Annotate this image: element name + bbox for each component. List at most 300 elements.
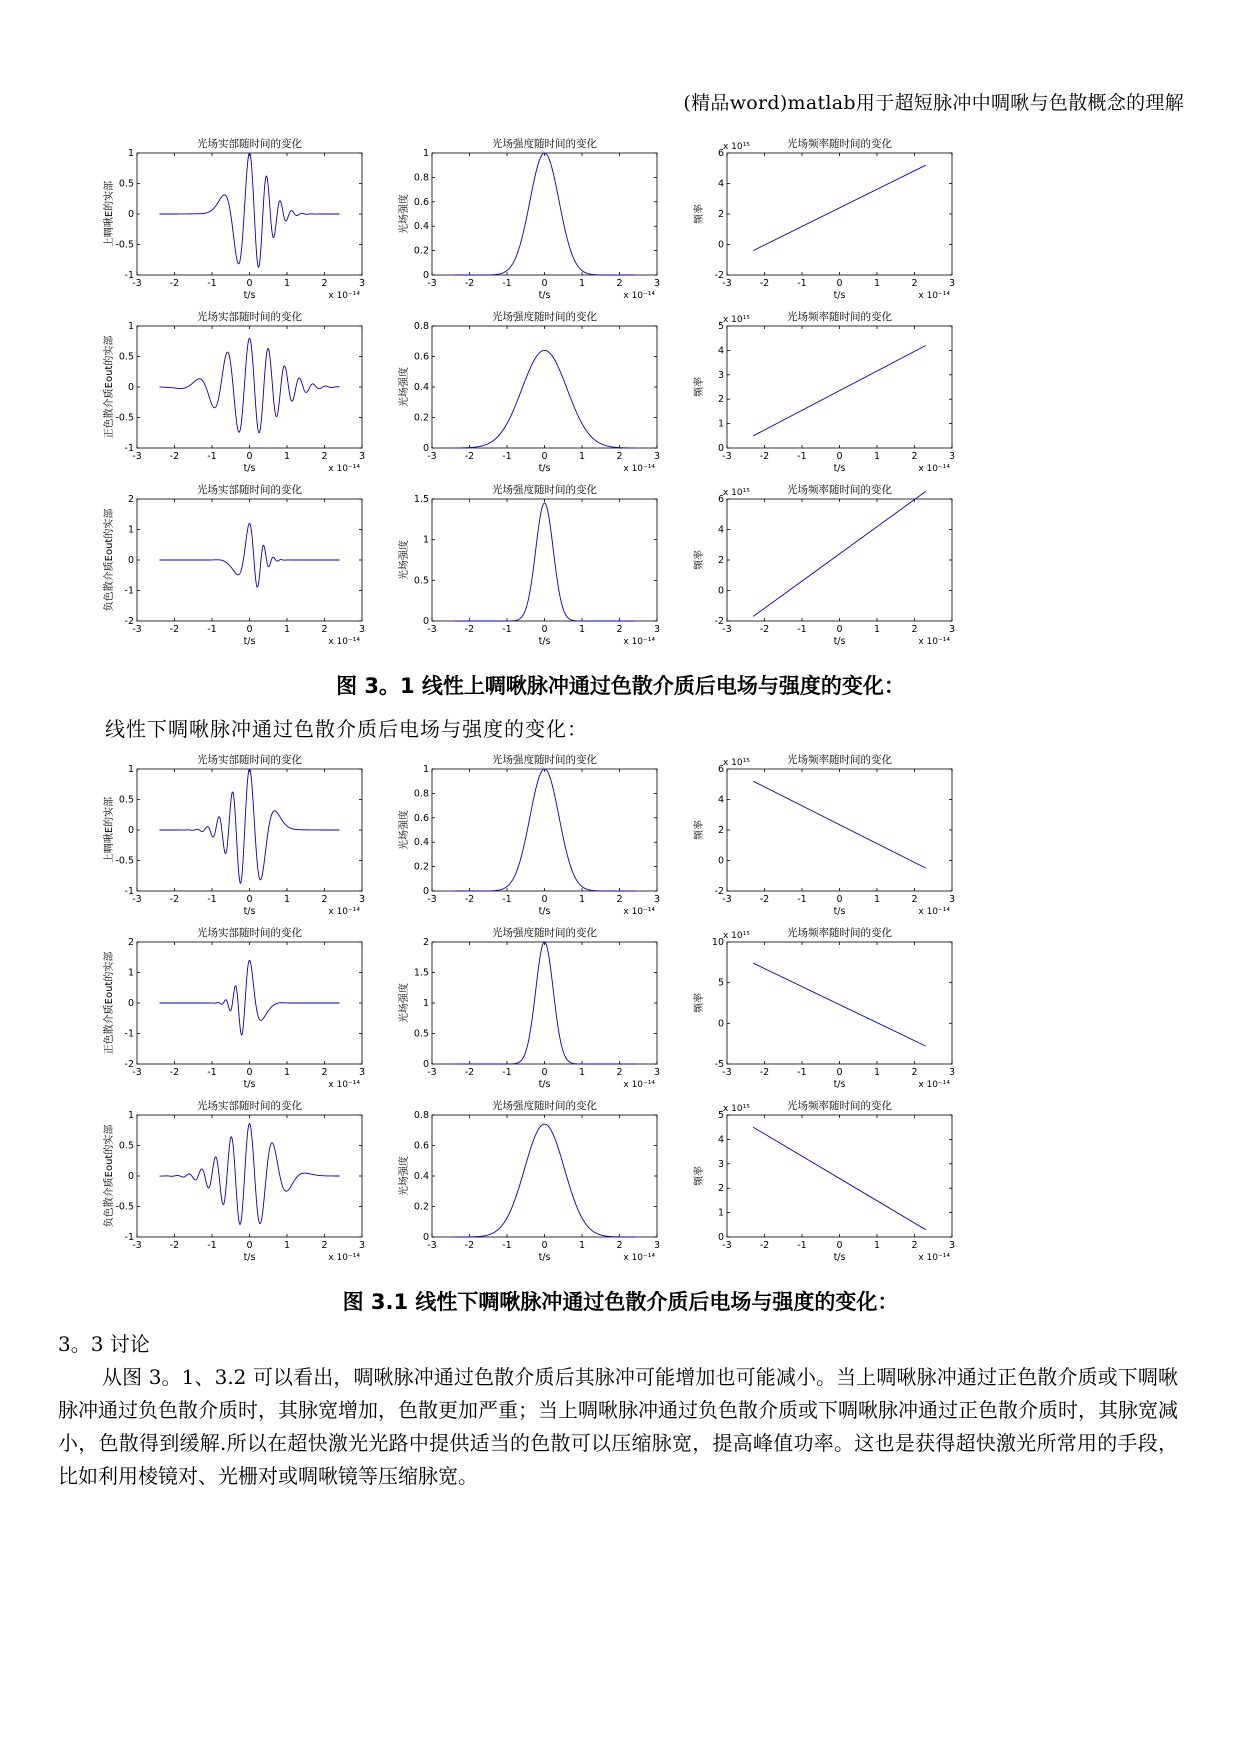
y-tick-label: 0.2 <box>413 412 429 424</box>
x-tick-label: -3 <box>722 1067 732 1078</box>
series-line <box>160 960 340 1035</box>
y-tick-label: 0.4 <box>413 382 429 393</box>
y-tick-label: 0 <box>127 555 134 566</box>
x-tick-label: 1 <box>873 451 881 462</box>
x-scale-label: x 10⁻¹⁴ <box>918 907 950 917</box>
x-tick-label: -1 <box>502 624 512 635</box>
x-tick-label: -3 <box>427 1240 437 1251</box>
fig1-row1-freq-panel <box>690 125 970 305</box>
series-line <box>753 491 926 616</box>
x-tick-label: 3 <box>948 624 956 635</box>
x-tick-label: 3 <box>653 1067 661 1078</box>
y-tick-label: 0 <box>127 382 134 393</box>
plot-title: 光场实部随时间的变化 <box>197 754 302 766</box>
y-tick-label: 1 <box>422 998 429 1009</box>
y-tick-label: -0.5 <box>115 1201 134 1213</box>
x-tick-label: 0 <box>541 278 548 289</box>
x-tick-label: -1 <box>207 1067 217 1078</box>
x-tick-label: 1 <box>873 1240 881 1251</box>
plot-frame <box>727 153 952 275</box>
x-tick-label: -2 <box>759 451 770 462</box>
series-line <box>753 346 926 436</box>
x-tick-label: -3 <box>722 278 732 289</box>
x-axis-label: t/s <box>538 636 551 647</box>
series-line <box>455 350 635 448</box>
y-tick-label: 10 <box>711 937 724 948</box>
fig1-row2-field-panel <box>100 298 380 478</box>
y-tick-label: 0 <box>717 1232 724 1243</box>
plot-frame <box>727 499 952 621</box>
x-tick-label: 0 <box>246 624 253 635</box>
x-tick-label: 1 <box>578 1067 586 1078</box>
fig1-row2-intensity-panel <box>395 298 675 478</box>
x-scale-label: x 10⁻¹⁴ <box>328 1080 360 1090</box>
plot-title: 光场实部随时间的变化 <box>197 927 302 939</box>
y-axis-label: 负色散介质Eout的实部 <box>104 1124 115 1228</box>
x-tick-label: -2 <box>464 624 475 635</box>
x-tick-label: -1 <box>797 894 807 905</box>
plot-frame <box>432 1115 657 1237</box>
x-tick-label: 1 <box>578 624 586 635</box>
plot-title: 光场频率随时间的变化 <box>787 138 892 150</box>
x-tick-label: 3 <box>948 1240 956 1251</box>
y-tick-label: 0 <box>422 443 429 454</box>
fig1-row1-field-panel <box>100 125 380 305</box>
fig2-row3-field-chart <box>100 1087 380 1267</box>
x-tick-label: 2 <box>321 451 328 462</box>
plot-title: 光场强度随时间的变化 <box>492 138 597 150</box>
fig2-row2-field-chart <box>100 914 380 1094</box>
x-tick-label: 0 <box>246 1067 253 1078</box>
y-tick-label: 0 <box>422 1059 429 1070</box>
x-tick-label: 2 <box>911 451 918 462</box>
y-axis-label: 光场强度 <box>399 367 410 407</box>
x-tick-label: 3 <box>653 624 661 635</box>
x-tick-label: 2 <box>321 278 328 289</box>
y-tick-label: 0 <box>422 1232 429 1243</box>
fig1-row3-freq-chart <box>690 471 970 651</box>
x-tick-label: 0 <box>246 278 253 289</box>
x-tick-label: -1 <box>207 894 217 905</box>
y-axis-label: 上啁啾E的实部 <box>104 796 115 864</box>
x-tick-label: -3 <box>132 894 142 905</box>
x-tick-label: 3 <box>358 1240 366 1251</box>
y-tick-label: 0 <box>127 825 134 836</box>
plot-title: 光场强度随时间的变化 <box>492 754 597 766</box>
fig2-row2-field-panel <box>100 914 380 1094</box>
x-scale-label: x 10⁻¹⁴ <box>918 1253 950 1263</box>
y-tick-label: 0.5 <box>118 794 134 806</box>
x-tick-label: 2 <box>911 624 918 635</box>
x-scale-label: x 10⁻¹⁴ <box>623 1253 655 1263</box>
y-tick-label: 0.5 <box>413 1028 429 1040</box>
x-scale-label: x 10⁻¹⁴ <box>328 637 360 647</box>
x-tick-label: 0 <box>541 894 548 905</box>
x-tick-label: 0 <box>836 1240 843 1251</box>
y-tick-label: -2 <box>714 616 724 627</box>
x-tick-label: 1 <box>578 278 586 289</box>
x-tick-label: 1 <box>578 894 586 905</box>
x-tick-label: -2 <box>759 1240 770 1251</box>
y-tick-label: 6 <box>717 494 724 505</box>
plot-frame <box>432 153 657 275</box>
y-tick-label: -2 <box>124 616 134 627</box>
y-tick-label: -2 <box>124 1059 134 1070</box>
y-tick-label: 1 <box>127 1110 134 1121</box>
y-tick-label: 0 <box>127 998 134 1009</box>
x-tick-label: -1 <box>502 1240 512 1251</box>
x-tick-label: 1 <box>283 894 291 905</box>
x-tick-label: -3 <box>722 894 732 905</box>
x-tick-label: 1 <box>578 1240 586 1251</box>
x-tick-label: 3 <box>653 451 661 462</box>
x-tick-label: -3 <box>132 1067 142 1078</box>
y-scale-label: x 10¹⁵ <box>723 1104 750 1114</box>
x-axis-label: t/s <box>243 463 256 474</box>
x-tick-label: -2 <box>759 894 770 905</box>
y-axis-label: 光场强度 <box>399 194 410 234</box>
fig1-row1-intensity-chart <box>395 125 675 305</box>
fig1-row1-freq-chart <box>690 125 970 305</box>
x-axis-label: t/s <box>833 290 846 301</box>
plot-title: 光场频率随时间的变化 <box>787 311 892 323</box>
x-tick-label: 0 <box>836 624 843 635</box>
y-scale-label: x 10¹⁵ <box>723 142 750 152</box>
y-tick-label: -2 <box>714 886 724 897</box>
x-tick-label: 2 <box>321 1240 328 1251</box>
figure-1-caption: 图 3。1 线性上啁啾脉冲通过色散介质后电场与强度的变化： <box>336 674 905 698</box>
y-scale-label: x 10¹⁵ <box>723 931 750 941</box>
y-tick-label: 0.8 <box>413 321 429 332</box>
subheading: 线性下啁啾脉冲通过色散介质后电场与强度的变化： <box>105 717 588 741</box>
x-scale-label: x 10⁻¹⁴ <box>918 1080 950 1090</box>
fig1-row2-intensity-chart <box>395 298 675 478</box>
x-tick-label: 3 <box>653 278 661 289</box>
fig2-row1-intensity-panel <box>395 741 675 921</box>
plot-frame <box>727 1115 952 1237</box>
plot-frame <box>432 942 657 1064</box>
x-tick-label: -3 <box>132 278 142 289</box>
fig2-row2-freq-chart <box>690 914 970 1094</box>
x-axis-label: t/s <box>833 463 846 474</box>
x-axis-label: t/s <box>833 1252 846 1263</box>
y-tick-label: 2 <box>717 394 724 406</box>
fig1-row2-field-chart <box>100 298 380 478</box>
x-tick-label: 0 <box>541 624 548 635</box>
fig1-row3-intensity-chart <box>395 471 675 651</box>
y-scale-label: x 10¹⁵ <box>723 488 750 498</box>
fig2-row1-field-panel <box>100 741 380 921</box>
x-tick-label: -3 <box>722 624 732 635</box>
x-scale-label: x 10⁻¹⁴ <box>623 464 655 474</box>
x-tick-label: -1 <box>502 451 512 462</box>
y-tick-label: 1.5 <box>413 494 429 505</box>
x-tick-label: 1 <box>283 1067 291 1078</box>
y-tick-label: -2 <box>714 270 724 281</box>
series-line <box>455 153 635 275</box>
x-tick-label: 2 <box>616 624 623 635</box>
y-axis-label: 频率 <box>694 550 705 570</box>
plot-title: 光场实部随时间的变化 <box>197 311 302 323</box>
fig2-row1-freq-chart <box>690 741 970 921</box>
y-tick-label: 2 <box>717 209 724 220</box>
y-tick-label: 5 <box>717 977 724 989</box>
fig1-row3-field-panel <box>100 471 380 651</box>
x-tick-label: 3 <box>358 278 366 289</box>
y-tick-label: 0.6 <box>413 812 429 824</box>
y-axis-label: 频率 <box>694 377 705 397</box>
fig1-row3-intensity-panel <box>395 471 675 651</box>
y-tick-label: -5 <box>714 1059 724 1070</box>
series-line <box>160 338 340 433</box>
y-tick-label: 0.5 <box>118 178 134 190</box>
y-tick-label: 0.2 <box>413 861 429 873</box>
fig2-row3-intensity-panel <box>395 1087 675 1267</box>
y-tick-label: 2 <box>717 555 724 566</box>
y-tick-label: 4 <box>717 794 724 806</box>
y-axis-label: 上啁啾E的实部 <box>104 180 115 248</box>
series-line <box>753 781 926 868</box>
x-tick-label: 1 <box>578 451 586 462</box>
x-tick-label: -2 <box>464 1240 475 1251</box>
x-tick-label: -3 <box>722 1240 732 1251</box>
y-tick-label: 0.8 <box>413 788 429 800</box>
x-tick-label: -2 <box>169 1067 180 1078</box>
plot-title: 光场实部随时间的变化 <box>197 484 302 496</box>
plot-title: 光场强度随时间的变化 <box>492 484 597 496</box>
x-tick-label: -3 <box>722 451 732 462</box>
y-axis-label: 频率 <box>694 993 705 1013</box>
y-tick-label: -1 <box>124 270 134 281</box>
fig2-row3-field-panel <box>100 1087 380 1267</box>
x-axis-label: t/s <box>538 906 551 917</box>
y-tick-label: 0.4 <box>413 837 429 849</box>
plot-frame <box>432 769 657 891</box>
y-tick-label: 1 <box>127 524 134 536</box>
series-line <box>455 503 635 621</box>
x-tick-label: -2 <box>169 1240 180 1251</box>
x-tick-label: 0 <box>836 894 843 905</box>
y-axis-label: 频率 <box>694 1166 705 1186</box>
x-tick-label: -3 <box>427 1067 437 1078</box>
y-tick-label: 0.4 <box>413 221 429 233</box>
y-tick-label: 2 <box>127 494 134 505</box>
x-tick-label: -2 <box>169 894 180 905</box>
y-tick-label: 6 <box>717 148 724 159</box>
x-scale-label: x 10⁻¹⁴ <box>623 637 655 647</box>
x-tick-label: 0 <box>836 451 843 462</box>
fig1-row2-freq-chart <box>690 298 970 478</box>
y-tick-label: -1 <box>124 443 134 454</box>
x-tick-label: 2 <box>911 278 918 289</box>
x-axis-label: t/s <box>833 636 846 647</box>
y-tick-label: 1 <box>717 418 724 430</box>
x-tick-label: 2 <box>321 894 328 905</box>
x-tick-label: 3 <box>358 624 366 635</box>
x-tick-label: 2 <box>911 894 918 905</box>
y-tick-label: 0.6 <box>413 1140 429 1152</box>
x-tick-label: -2 <box>169 278 180 289</box>
series-line <box>160 1124 340 1225</box>
y-tick-label: 1 <box>127 321 134 332</box>
y-axis-label: 负色散介质Eout的实部 <box>104 508 115 612</box>
series-line <box>753 963 926 1046</box>
y-scale-label: x 10¹⁵ <box>723 315 750 325</box>
x-tick-label: 0 <box>246 894 253 905</box>
y-tick-label: 3 <box>717 1158 724 1170</box>
y-tick-label: 4 <box>717 524 724 536</box>
x-tick-label: 0 <box>541 1067 548 1078</box>
y-tick-label: 5 <box>717 321 724 332</box>
y-tick-label: 0.5 <box>118 351 134 363</box>
y-scale-label: x 10¹⁵ <box>723 758 750 768</box>
page-header: (精品word)matlab用于超短脉冲中啁啾与色散概念的理解 <box>683 92 1184 114</box>
series-line <box>160 153 340 267</box>
x-scale-label: x 10⁻¹⁴ <box>918 464 950 474</box>
y-tick-label: -1 <box>124 585 134 597</box>
series-line <box>160 523 340 587</box>
series-line <box>753 165 926 250</box>
section-title: 3。3 讨论 <box>58 1332 150 1356</box>
x-tick-label: -3 <box>132 624 142 635</box>
x-tick-label: -1 <box>797 1067 807 1078</box>
y-tick-label: 1 <box>422 148 429 159</box>
x-tick-label: 2 <box>321 1067 328 1078</box>
fig2-row3-freq-chart <box>690 1087 970 1267</box>
fig2-row1-freq-panel <box>690 741 970 921</box>
x-axis-label: t/s <box>538 290 551 301</box>
x-tick-label: 3 <box>358 894 366 905</box>
fig2-row3-intensity-chart <box>395 1087 675 1267</box>
fig1-row1-field-chart <box>100 125 380 305</box>
series-line <box>160 769 340 883</box>
x-tick-label: 2 <box>911 1240 918 1251</box>
plot-title: 光场频率随时间的变化 <box>787 484 892 496</box>
y-tick-label: 2 <box>717 1183 724 1195</box>
y-tick-label: 0.5 <box>413 575 429 587</box>
plot-title: 光场实部随时间的变化 <box>197 138 302 150</box>
y-tick-label: 0 <box>717 443 724 454</box>
x-tick-label: 0 <box>246 451 253 462</box>
x-tick-label: -1 <box>502 278 512 289</box>
x-tick-label: -3 <box>427 451 437 462</box>
series-line <box>455 1124 635 1237</box>
plot-title: 光场频率随时间的变化 <box>787 754 892 766</box>
y-axis-label: 频率 <box>694 204 705 224</box>
x-tick-label: -3 <box>427 278 437 289</box>
x-tick-label: 3 <box>653 1240 661 1251</box>
y-tick-label: 3 <box>717 369 724 381</box>
y-tick-label: 0 <box>422 616 429 627</box>
x-tick-label: 3 <box>948 894 956 905</box>
y-tick-label: 0.2 <box>413 245 429 257</box>
plot-title: 光场强度随时间的变化 <box>492 927 597 939</box>
y-tick-label: 4 <box>717 178 724 190</box>
x-tick-label: -1 <box>502 894 512 905</box>
fig2-row2-intensity-panel <box>395 914 675 1094</box>
x-tick-label: -1 <box>207 451 217 462</box>
x-tick-label: 3 <box>358 1067 366 1078</box>
y-axis-label: 光场强度 <box>399 1156 410 1196</box>
x-tick-label: 0 <box>541 1240 548 1251</box>
x-axis-label: t/s <box>243 1252 256 1263</box>
series-line <box>753 1127 926 1229</box>
x-tick-label: 3 <box>358 451 366 462</box>
x-tick-label: 2 <box>911 1067 918 1078</box>
x-tick-label: -3 <box>132 1240 142 1251</box>
x-scale-label: x 10⁻¹⁴ <box>623 291 655 301</box>
plot-title: 光场频率随时间的变化 <box>787 1100 892 1112</box>
x-tick-label: -2 <box>169 624 180 635</box>
x-tick-label: 0 <box>541 451 548 462</box>
y-tick-label: 1 <box>422 764 429 775</box>
x-tick-label: -1 <box>502 1067 512 1078</box>
y-tick-label: 1 <box>422 534 429 546</box>
x-tick-label: 3 <box>948 278 956 289</box>
x-tick-label: -2 <box>464 894 475 905</box>
x-tick-label: -1 <box>207 624 217 635</box>
x-tick-label: 1 <box>283 451 291 462</box>
x-tick-label: 3 <box>948 1067 956 1078</box>
y-tick-label: -1 <box>124 1232 134 1243</box>
y-tick-label: 0.6 <box>413 196 429 208</box>
x-axis-label: t/s <box>243 290 256 301</box>
y-tick-label: -1 <box>124 886 134 897</box>
x-tick-label: 2 <box>616 894 623 905</box>
y-tick-label: -0.5 <box>115 855 134 867</box>
plot-frame <box>727 942 952 1064</box>
x-axis-label: t/s <box>243 1079 256 1090</box>
x-tick-label: 1 <box>873 278 881 289</box>
x-tick-label: -3 <box>427 624 437 635</box>
x-scale-label: x 10⁻¹⁴ <box>623 907 655 917</box>
y-tick-label: 0 <box>127 1171 134 1182</box>
y-tick-label: 0.2 <box>413 1201 429 1213</box>
x-tick-label: 0 <box>836 1067 843 1078</box>
x-tick-label: 1 <box>873 624 881 635</box>
y-tick-label: 0 <box>717 585 724 597</box>
x-axis-label: t/s <box>833 906 846 917</box>
x-tick-label: 2 <box>616 1067 623 1078</box>
x-tick-label: -1 <box>797 451 807 462</box>
y-tick-label: 0 <box>127 209 134 220</box>
y-tick-label: 0.4 <box>413 1171 429 1182</box>
x-scale-label: x 10⁻¹⁴ <box>918 291 950 301</box>
x-tick-label: -2 <box>169 451 180 462</box>
x-tick-label: 2 <box>616 278 623 289</box>
y-axis-label: 频率 <box>694 820 705 840</box>
fig2-row3-freq-panel <box>690 1087 970 1267</box>
figure-2-caption: 图 3.1 线性下啁啾脉冲通过色散介质后电场与强度的变化： <box>342 1290 899 1314</box>
y-tick-label: 2 <box>422 937 429 948</box>
x-tick-label: 3 <box>948 451 956 462</box>
y-tick-label: 1 <box>127 967 134 979</box>
y-tick-label: 4 <box>717 1134 724 1146</box>
y-tick-label: 0 <box>422 886 429 897</box>
x-tick-label: 1 <box>283 624 291 635</box>
y-tick-label: 6 <box>717 764 724 775</box>
x-tick-label: -1 <box>207 1240 217 1251</box>
y-axis-label: 正色散介质Eout的实部 <box>104 951 115 1055</box>
x-axis-label: t/s <box>833 1079 846 1090</box>
y-tick-label: 1 <box>717 1207 724 1219</box>
x-scale-label: x 10⁻¹⁴ <box>328 907 360 917</box>
y-tick-label: 0.8 <box>413 1110 429 1121</box>
y-tick-label: 1.5 <box>413 967 429 979</box>
y-tick-label: 1 <box>127 148 134 159</box>
x-tick-label: 2 <box>616 451 623 462</box>
x-axis-label: t/s <box>538 1079 551 1090</box>
